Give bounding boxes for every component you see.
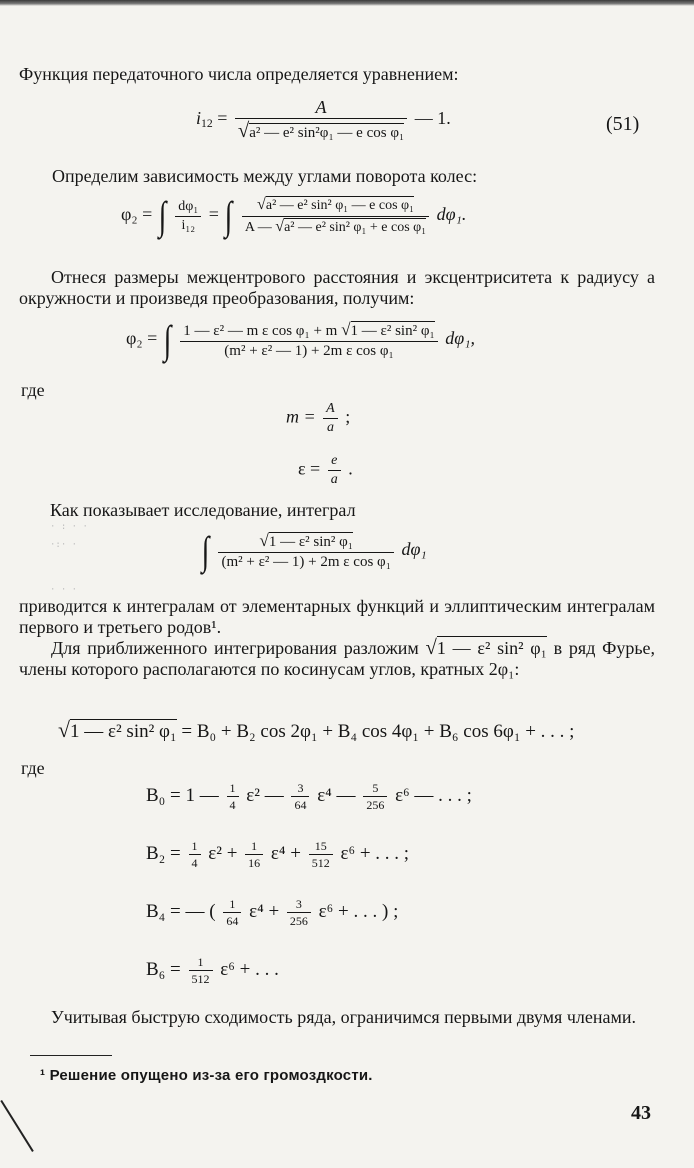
page-number: 43	[631, 1102, 651, 1124]
scan-edge-shadow	[0, 0, 694, 6]
scan-bleed-mark: ·:· ·	[50, 540, 78, 550]
footnote: ¹ Решение опущено из-за его громоздкости.	[40, 1067, 373, 1084]
scan-bleed-mark: · · ·	[50, 585, 78, 595]
equation-b0: B₀ = 1 — $\frac{1}{4}$ ε² — $\frac{3}{64}$ ε⁴ — $\frac{5}{256}$ ε⁶ — . . . ;	[146, 781, 472, 812]
scan-margin-mark	[0, 1100, 33, 1152]
footnote-separator	[30, 1055, 112, 1056]
paragraph-reduction: приводится к интегралам от элементарных функций и эллиптическим интегралам первого и третьего родов¹.	[19, 596, 655, 637]
equation-integral: ∫ $\frac{\text{√1 — ε² sin² φ₁}}{\text{(m² + ε² — 1) + 2m ε cos φ₁}}$ dφ₁	[201, 528, 427, 573]
equation-number: (51)	[606, 113, 640, 135]
equation-m: m = $\frac{A}{a}$ ;	[286, 401, 351, 435]
equation-51: $i_{12}$ = $\frac{A}{\text{√a² — e² sin²φ₁ — e cos φ₁}}$ — 1.	[196, 97, 451, 142]
equation-phi2: φ₂ = ∫ $\frac{\text{dφ₁}}{\text{i₁₂}}$ = ∫ $\frac{\text{√a² — e² sin² φ₁ — e cos φ₁}}{\text{A — √a² — e² sin² φ₁ + e cos φ₁}}$ dφ₁.	[121, 193, 467, 238]
equation-fourier-series: √1 — ε² sin² φ₁ = B₀ + B₂ cos 2φ₁ + B₄ cos 4φ₁ + B₆ cos 6φ₁ + . . . ;	[58, 718, 575, 742]
equation-phi2-normalized: φ₂ = ∫ $\frac{\text{1 — ε² — m ε cos φ₁ + m √1 — ε² sin² φ₁}}{\text{(m² + ε² — 1) + 2m ε cos φ₁}}$ dφ₁,	[126, 317, 475, 362]
paragraph-research: Как показывает исследование, интеграл	[50, 500, 356, 520]
paragraph-conclusion: Учитывая быструю сходимость ряда, ограничимся первыми двумя членами.	[51, 1007, 636, 1027]
label-where-1: где	[21, 380, 45, 400]
equation-b2: B₂ = $\frac{1}{4}$ ε² + $\frac{1}{16}$ ε⁴ + $\frac{15}{512}$ ε⁶ + . . . ;	[146, 839, 410, 870]
paragraph-intro: Функция передаточного числа определяется уравнением:	[19, 64, 459, 84]
equation-b4: B₄ = — ( $\frac{1}{64}$ ε⁴ + $\frac{3}{256}$ ε⁶ + . . . ) ;	[146, 897, 399, 928]
paragraph-fourier: Для приближенного интегрирования разложим √1 — ε² sin² φ₁ в ряд Фурье, члены которого располагаются по косинусам углов, кратных 2φ₁:	[19, 637, 656, 679]
paragraph-dependence: Определим зависимость между углами поворота колес:	[52, 166, 478, 186]
equation-b6: B₆ = $\frac{1}{512}$ ε⁶ + . . .	[146, 955, 279, 986]
scan-bleed-mark: · : · ·	[50, 522, 88, 532]
label-where-2: где	[21, 758, 45, 778]
paragraph-normalize: Отнеся размеры межцентрового расстояния и эксцентриситета к радиусу a окружности и произведя преобразования, получим:	[19, 267, 655, 308]
equation-epsilon: ε = $\frac{e}{a}$ .	[298, 453, 353, 487]
